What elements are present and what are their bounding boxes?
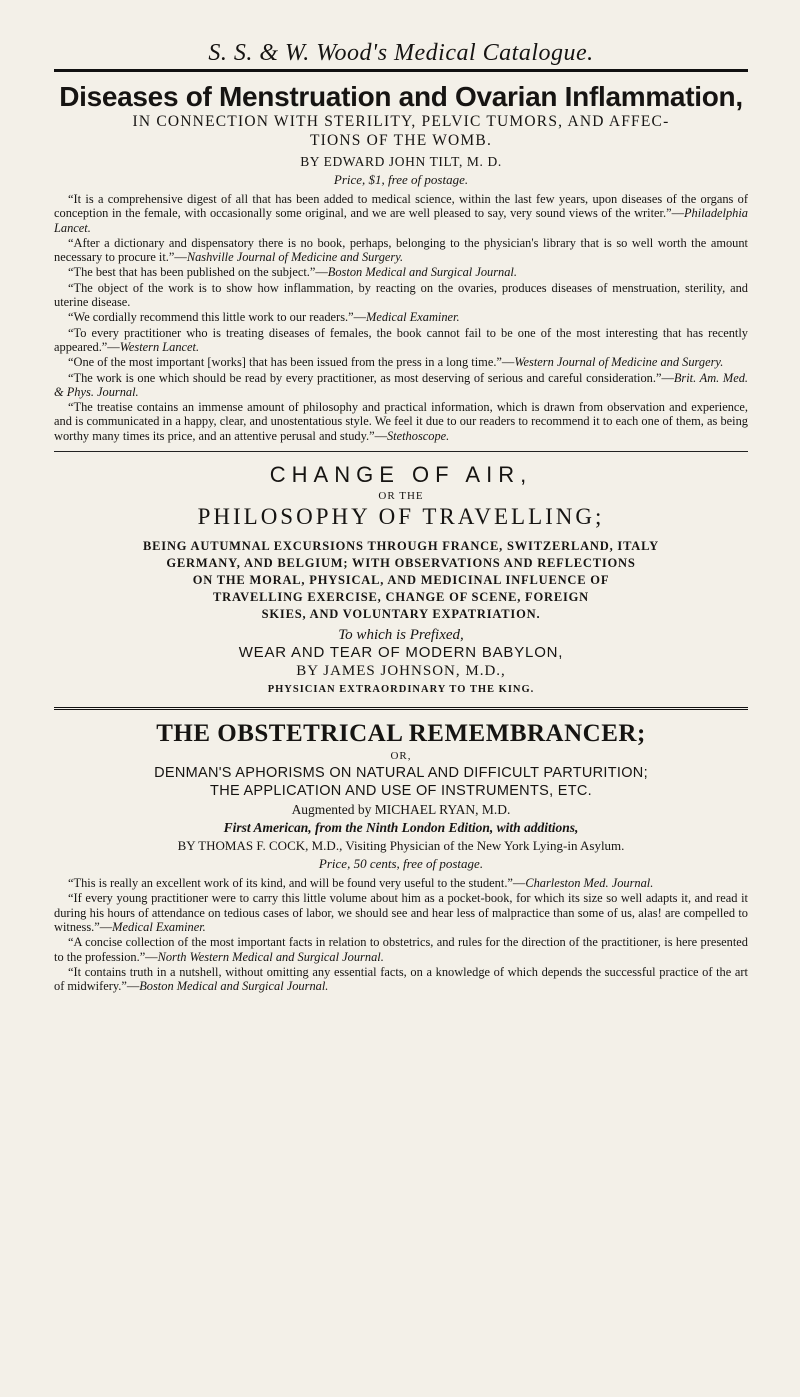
review-item: “The best that has been published on the subject.”—Boston Medical and Surgical Journal. <box>68 265 517 280</box>
book-author: BY JAMES JOHNSON, M.D., <box>296 663 506 680</box>
section-divider <box>54 451 748 452</box>
review-list <box>54 876 748 993</box>
review-item: “A concise collection of the most important facts in relation to obstetrics, and rules for the direction of the practitioner, is here presented to the profession.”—North Western Medical and Surgical Journal. <box>54 935 748 964</box>
book-description-line-1: BEING AUTUMNAL EXCURSIONS THROUGH FRANCE, SWITZERLAND, ITALY <box>143 539 659 554</box>
review-item: “One of the most important [works] that has been issued from the press in a long time.”—Western Journal of Medicine and Surgery. <box>68 355 724 370</box>
header-rule <box>54 69 748 72</box>
book-subtitle-line-2: TIONS OF THE WOMB. <box>309 132 493 149</box>
review-list <box>54 192 748 443</box>
review-item: “After a dictionary and dispensatory there is no book, perhaps, belonging to the physician's library that is so well worth the amount necessary to procure it.”—Nashville Journal of Medicine and Surgery. <box>54 235 748 265</box>
book-description-line-3: ON THE MORAL, PHYSICAL, AND MEDICINAL INFLUENCE OF <box>192 573 610 588</box>
book-price: Price, 50 cents, free of postage. <box>318 856 484 872</box>
book-description-line-5: SKIES, AND VOLUNTARY EXPATRIATION. <box>261 607 541 622</box>
book-title: CHANGE OF AIR, <box>269 462 533 488</box>
review-item: “The treatise contains an immense amount of philosophy and practical information, which is drawn from observation and experience, and is communicated in a happy, clear, and unostentatious style. We feel it due to our readers to recommend it to each one of them, as being worthy many times its price, and an attentive perusal and study.”—Stethoscope. <box>54 400 748 443</box>
book-entry-diseases-of-menstruation <box>54 82 748 443</box>
book-title: Diseases of Menstruation and Ovarian Inflammation, <box>59 81 743 112</box>
book-entry-change-of-air <box>54 462 748 695</box>
book-author: BY THOMAS F. COCK, M.D., Visiting Physician of the New York Lying-in Asylum. <box>177 838 625 854</box>
running-head: S. S. & W. Wood's Medical Catalogue. <box>208 40 594 66</box>
book-subtitle-line-2: THE APPLICATION AND USE OF INSTRUMENTS, ETC. <box>210 783 592 800</box>
review-item: “The object of the work is to show how inflammation, by reacting on the ovaries, produces diseases of menstruation, sterility, and uterine disease. <box>54 280 748 310</box>
review-item: “We cordially recommend this little work to our readers.”—Medical Examiner. <box>68 310 460 325</box>
augmented-by: Augmented by MICHAEL RYAN, M.D. <box>291 802 511 818</box>
edition-note: First American, from the Ninth London Edition, with additions, <box>223 820 579 836</box>
author-position: PHYSICIAN EXTRAORDINARY TO THE KING. <box>267 684 535 696</box>
review-item: “To every practitioner who is treating diseases of females, the book cannot fail to be one of the most interesting that has recently appeared.”—Western Lancet. <box>54 325 748 354</box>
review-item: “If every young practitioner were to carry this little volume about him as a pocket-book, for which its size so well adapts it, and read it during his hours of attendance on tedious cases of labor, we should see and hear less of malpractice than some of us, alas! are compelled to witness.”—Medical Examiner. <box>54 891 748 934</box>
prefixed-title: WEAR AND TEAR OF MODERN BABYLON, <box>238 644 564 662</box>
book-title: THE OBSTETRICAL REMEMBRANCER; <box>156 720 646 748</box>
book-subtitle-line-1: IN CONNECTION WITH STERILITY, PELVIC TUMORS, AND AFFEC- <box>132 113 670 130</box>
section-divider <box>54 707 748 710</box>
review-item: “This is really an excellent work of its kind, and will be found very useful to the student.”—Charleston Med. Journal. <box>68 876 654 891</box>
review-item: “It is a comprehensive digest of all that has been added to medical science, within the last few years, upon diseases of the organs of conception in the female, with occasionally some original, and we are well pleased to say, very sound views of the writer.”—Philadelphia Lancet. <box>54 192 748 235</box>
review-item: “It contains truth in a nutshell, without omitting any essential facts, on a knowledge of which depends the successful practice of the art of midwifery.”—Boston Medical and Surgical Journal. <box>54 964 748 994</box>
review-item: “The work is one which should be read by every practitioner, as most deserving of serious and careful consideration.”—Brit. Am. Med. & Phys. Journal. <box>54 370 748 399</box>
or-connector: OR THE <box>378 490 424 503</box>
prefix-note: To which is Prefixed, <box>338 627 464 644</box>
or-connector: OR, <box>390 750 412 763</box>
book-description-line-4: TRAVELLING EXERCISE, CHANGE OF SCENE, FOREIGN <box>213 590 589 605</box>
book-entry-obstetrical-remembrancer <box>54 720 748 993</box>
book-author: BY EDWARD JOHN TILT, M. D. <box>300 154 502 169</box>
book-subtitle: PHILOSOPHY OF TRAVELLING; <box>197 504 605 530</box>
book-subtitle-line-1: DENMAN'S APHORISMS ON NATURAL AND DIFFICULT PARTURITION; <box>154 765 648 782</box>
book-description-line-2: GERMANY, AND BELGIUM; WITH OBSERVATIONS AND REFLECTIONS <box>166 556 636 571</box>
book-price: Price, $1, free of postage. <box>333 172 469 187</box>
